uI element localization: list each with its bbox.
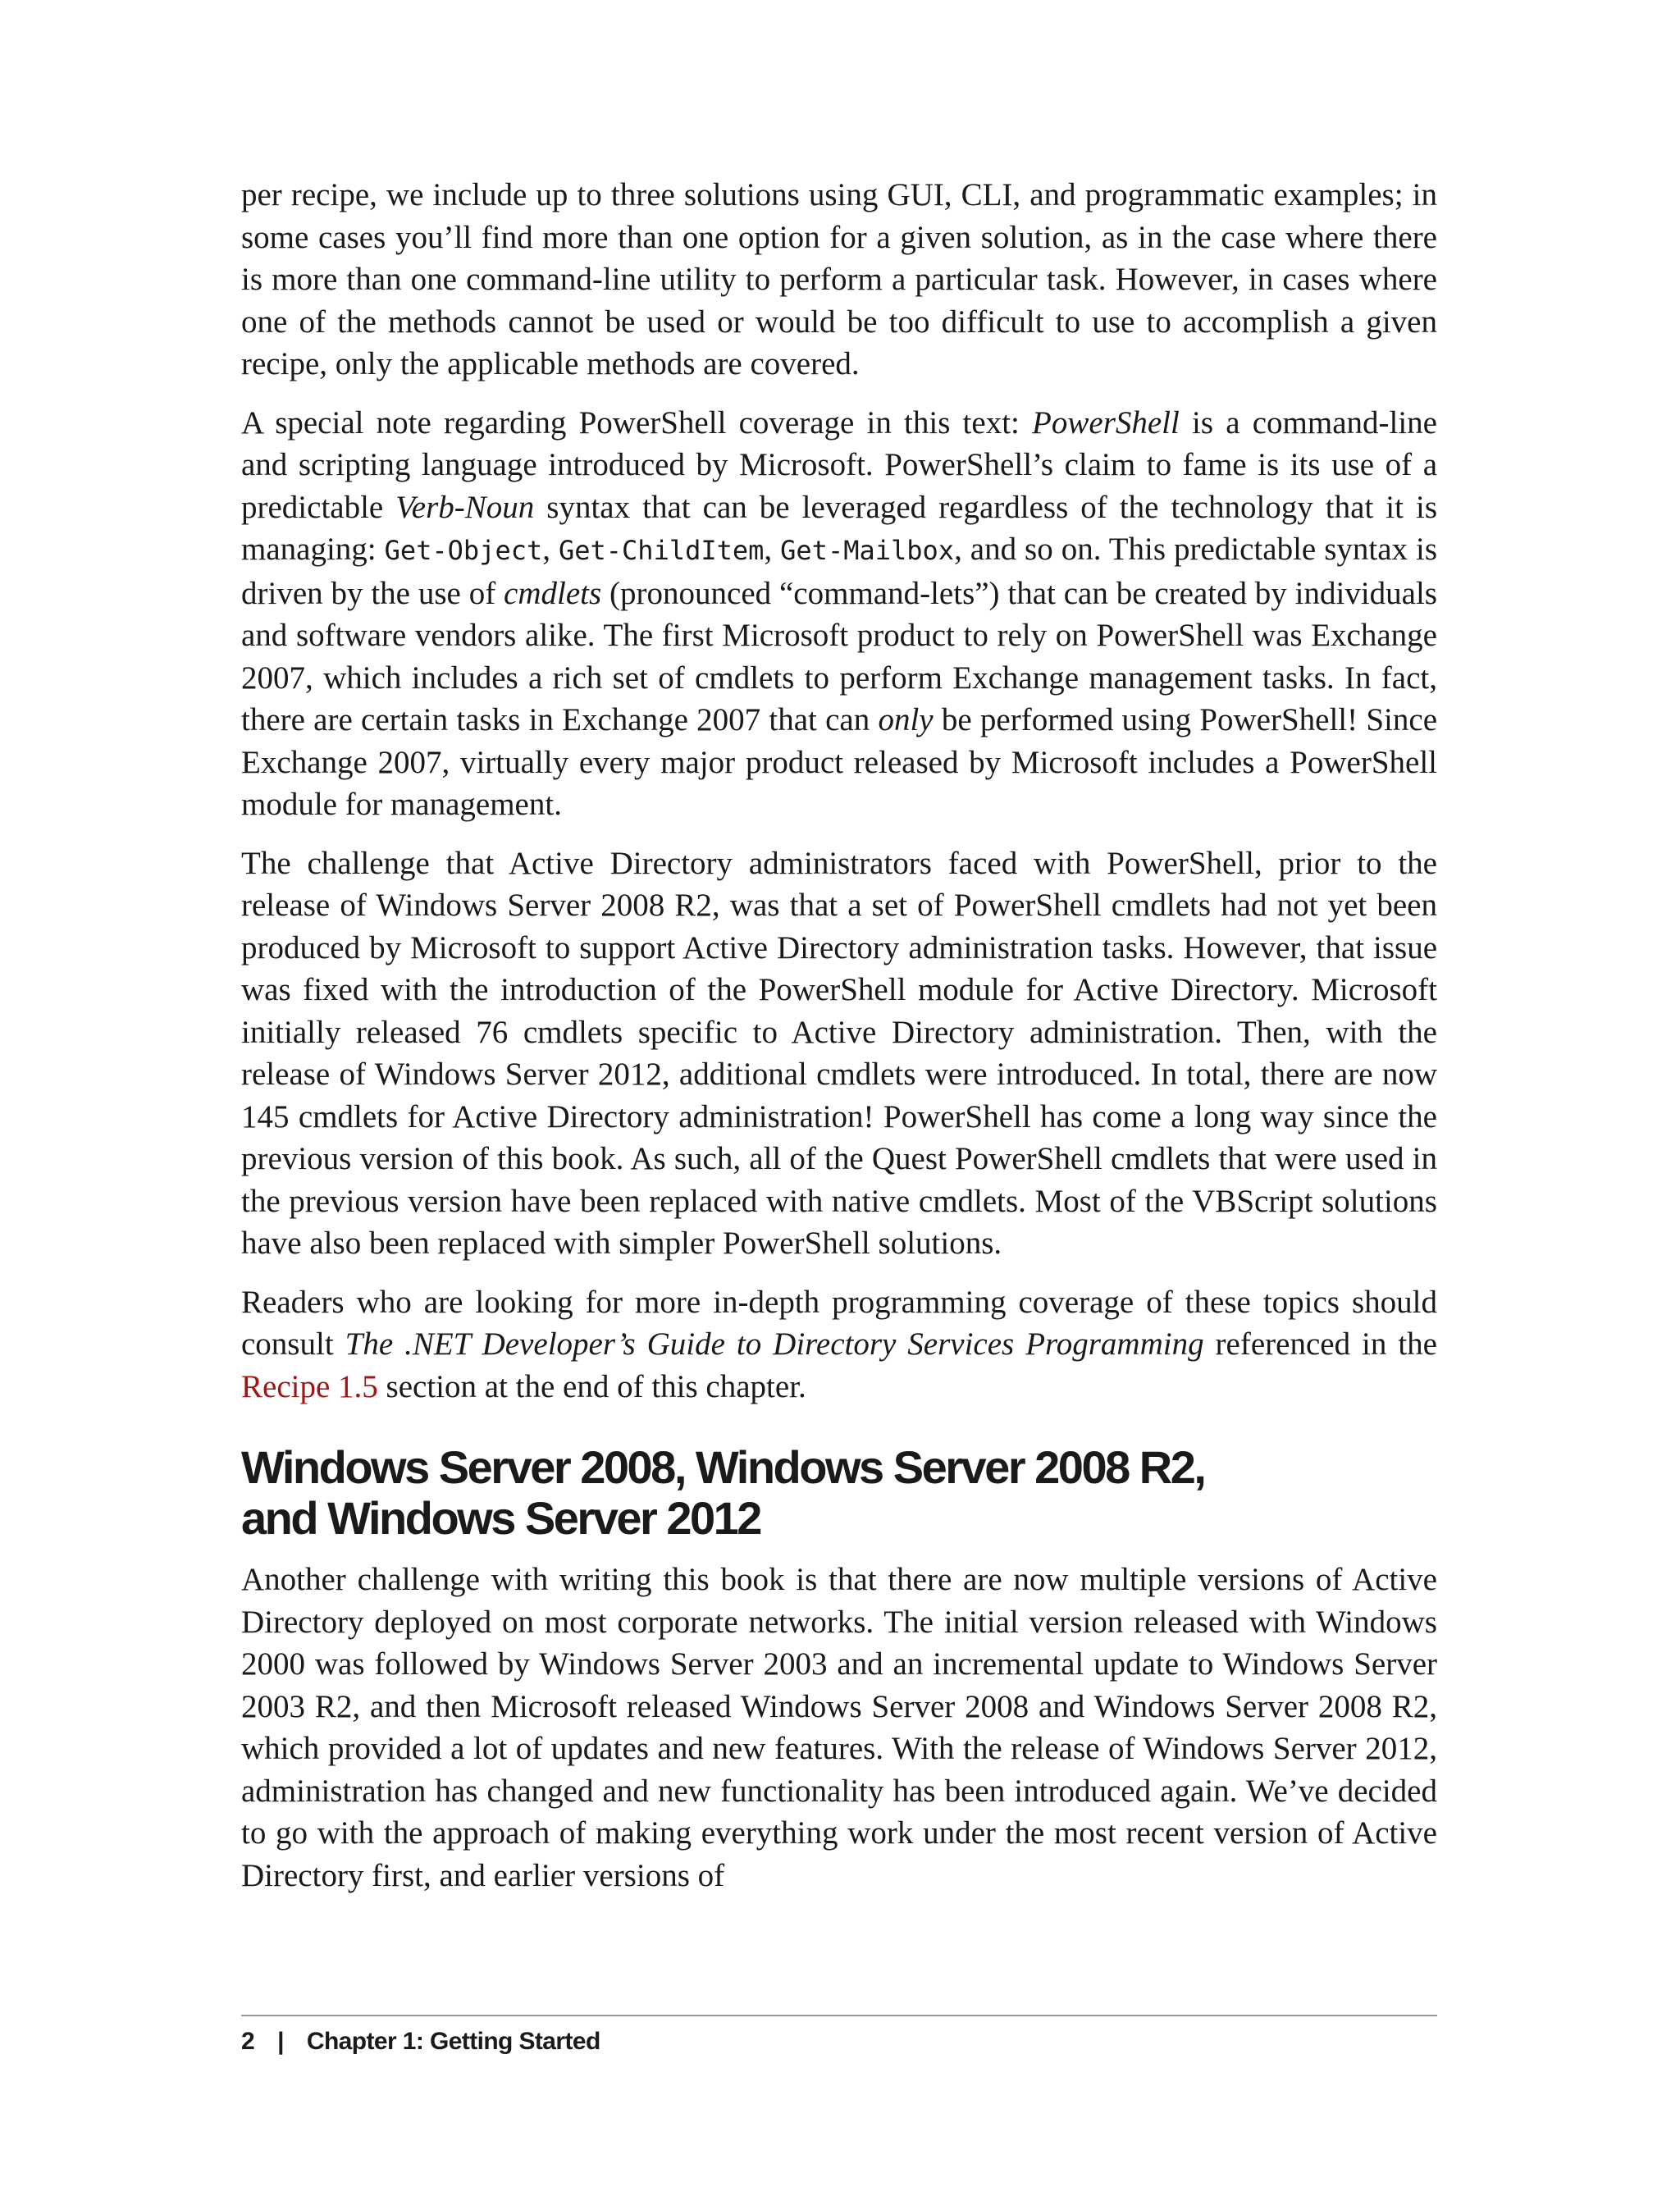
text-run: , [542, 532, 559, 567]
paragraph-ad-challenge [241, 842, 1437, 1265]
page-content [241, 174, 1437, 1913]
italic-book-title: The .NET Developer’s Guide to Directory Services Programming [345, 1326, 1204, 1362]
code-get-object: Get-Object [384, 535, 543, 566]
italic-term-only: only [878, 702, 934, 737]
page-footer [241, 2015, 1437, 2056]
text-run: , and so on. This predictable syntax is driven by the use of [241, 532, 1437, 611]
page-number: 2 [241, 2028, 255, 2055]
text-run: section at the end of this chapter. [377, 1368, 806, 1404]
code-get-childitem: Get-ChildItem [558, 535, 765, 566]
paragraph-text: The challenge that Active Directory administrators faced with PowerShell, prior to the release of Windows Server 2008 R2, was that a set of PowerShell cmdlets had not yet been produced by Microsoft to support Active Directory administration tasks. However, that issue was fixed with the introduction of the PowerShell module for Active Directory. Microsoft initially released 76 cmdlets specific to Active Directory administration. Then, with the release of Windows Server 2012, additional cmdlets were introduced. In total, there are now 145 cmdlets for Active Directory administration! PowerShell has come a long way since the previous version of this book. As such, all of the Quest PowerShell cmdlets that were used in the previous version have been replaced with native cmdlets. Most of the VBScript solutions have also been replaced with simpler PowerShell solutions. [241, 845, 1437, 1261]
recipe-link[interactable]: Recipe 1.5 [241, 1368, 378, 1404]
code-get-mailbox: Get-Mailbox [780, 535, 955, 566]
paragraph-text: per recipe, we include up to three solutions using GUI, CLI, and programmatic examples; in some cases you’ll find more than one option for a given solution, as in the case where there is more than one command-line utility to perform a particular task. However, in cases where one of the methods cannot be used or would be too difficult to use to accomplish a given recipe, only the applicable methods are covered. [241, 177, 1437, 381]
text-run: referenced in the [1203, 1326, 1437, 1362]
footer-separator: | [277, 2028, 284, 2055]
italic-term-verb-noun: Verb-Noun [395, 489, 535, 525]
text-run: is a command-line and scripting language introduced by Microsoft. PowerShell’s claim to fame is its use of a predictable [241, 404, 1437, 525]
paragraph-readers [241, 1281, 1437, 1408]
paragraph-text: Another challenge with writing this book is that there are now multiple versions of Active Directory deployed on most corporate networks. The initial version released with Windows 2000 was followed by Windows Server 2003 and an incremental update to Windows Server 2003 R2, and then Microsoft released Windows Server 2008 and Windows Server 2008 R2, which provided a lot of updates and new features. With the release of Windows Server 2012, administration has changed and new functionality has been introduced again. We’ve decided to go with the approach of making everything work under the most recent version of Active Directory first, and earlier versions of [241, 1562, 1437, 1893]
text-run: Readers who are looking for more in-depth programming coverage of these topics should consult [241, 1284, 1437, 1362]
italic-term-powershell: PowerShell [1032, 404, 1180, 441]
heading-line-2: and Windows Server 2012 [241, 1492, 760, 1544]
heading-line-1: Windows Server 2008, Windows Server 2008 R2, [241, 1441, 1205, 1493]
paragraph-solutions [241, 174, 1437, 386]
paragraph-versions [241, 1559, 1437, 1897]
chapter-title: Chapter 1: Getting Started [306, 2028, 600, 2055]
text-run: syntax that can be leveraged regardless of the technology that it is managing: [241, 489, 1438, 567]
text-run: (pronounced “command-lets”) that can be created by individuals and software vendors alike. The first Microsoft product to rely on PowerShell was Exchange 2007, which includes a rich set of cmdlets to perform Exchange management tasks. In fact, there are certain tasks in Exchange 2007 that can [241, 575, 1437, 737]
italic-term-cmdlets: cmdlets [504, 575, 602, 611]
text-run: , [764, 532, 781, 567]
text-run: A special note regarding PowerShell coverage in this text: [241, 404, 1033, 441]
paragraph-powershell-note [241, 402, 1437, 826]
section-heading [241, 1442, 1437, 1544]
text-run: be performed using PowerShell! Since Exchange 2007, virtually every major product released by Microsoft includes a PowerShell module for management. [241, 702, 1438, 822]
